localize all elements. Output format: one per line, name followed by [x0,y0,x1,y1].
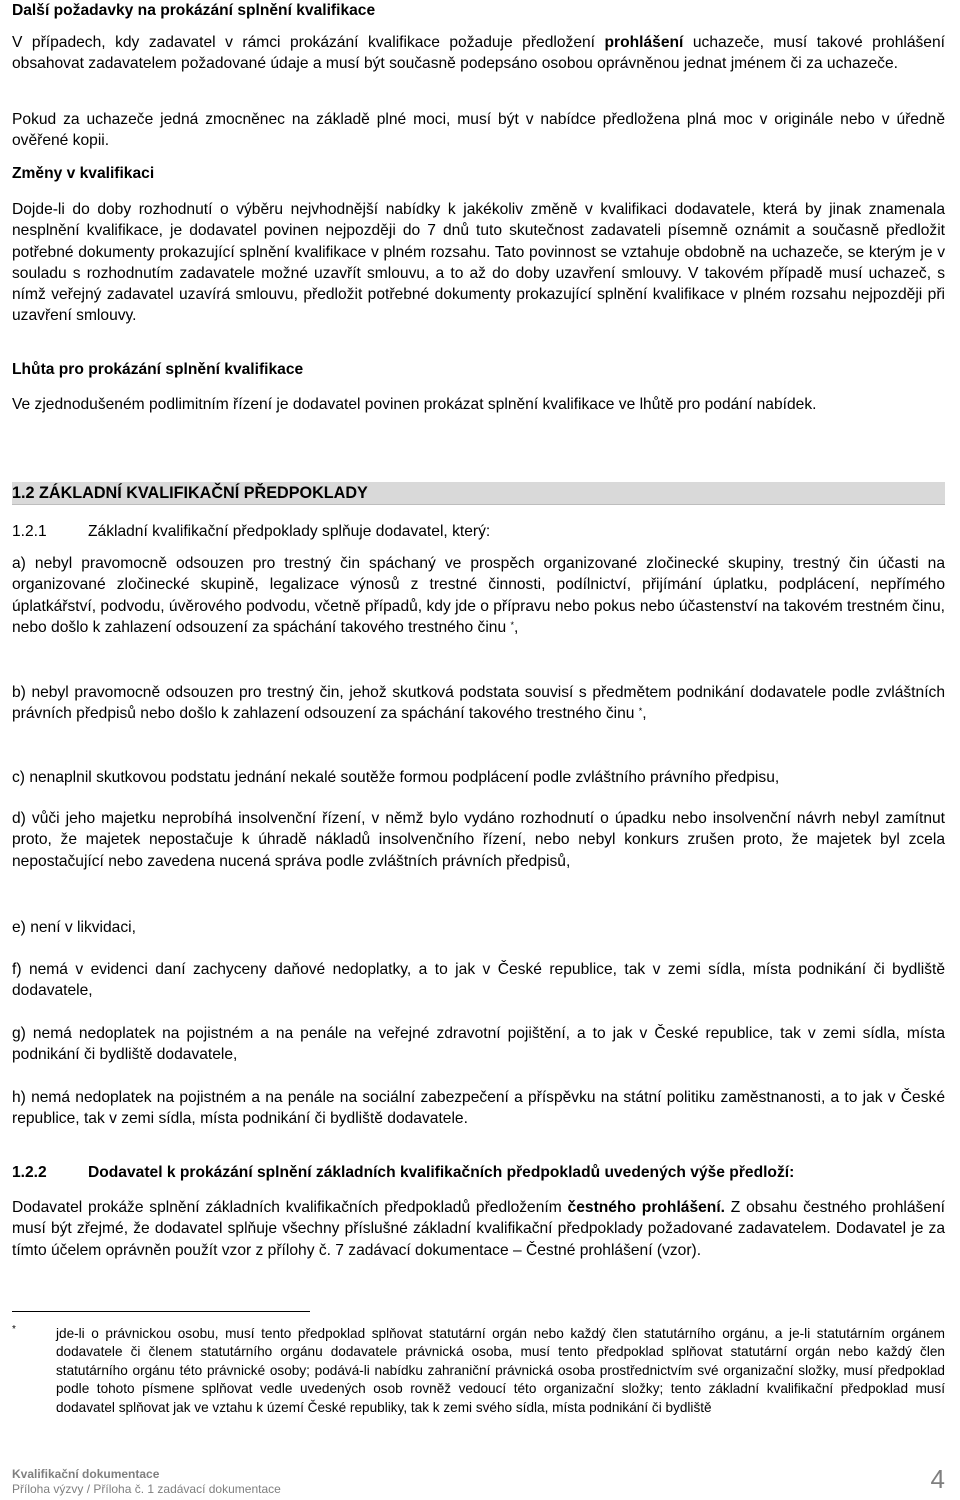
list-item-h: h) nemá nedoplatek na pojistném a na penále na sociální zabezpečení a příspěvku na státní politiku zaměstnanosti, a to jak v České republice, tak v zemi sídla, místa podnikání či bydliště dodavatele. [12,1089,945,1128]
subsection-number: 1.2.1 [12,523,47,540]
list-item-tail: , [642,705,647,723]
bold-term-prohlaseni: prohlášení [604,34,684,51]
list-item-f: f) nemá v evidenci daní zachyceny daňové nedoplatky, a to jak v České republice, tak v zemi sídla, místa podnikání či bydliště dodavatele, [12,961,945,1000]
heading-lhuta: Lhůta pro prokázání splnění kvalifikace [12,361,304,378]
footnote-text: jde-li o právnickou osobu, musí tento předpoklad splňovat statutární orgán nebo každý člen statutárního orgánu, a je-li statutárním orgánem dodavatele či členem statutárního orgánu dodavatele právnická osoba, musí tento předpoklad splňovat statutární orgán nebo každý člen statutárního orgánu této právnické osoby; podává-li nabídku zahraniční právnická osoba prostřednictvím své organizační složky, musí předpoklad podle tohoto písmene splňovat vedle uvedených osob rovněž vedoucí této organizační složky; tento základní kvalifikační předpoklad musí dodavatel splňovat jak ve vztahu k území České republiky, tak k zemi svého sídla, místa podnikání či bydliště [56,1326,945,1415]
paragraph-prohlaseni [12,32,945,75]
footnote-reference[interactable]: * [510,619,515,630]
list-item-a [12,553,945,638]
bold-term-cestne-prohlaseni: čestného prohlášení. [567,1199,725,1216]
subsection-number: 1.2.2 [12,1164,47,1181]
paragraph-plna-moc: Pokud za uchazeče jedná zmocněnec na základě plné moci, musí být v nabídce předložena plná moc v originále nebo v úředně ověřené kopii. [12,111,945,150]
text-run: Dodavatel prokáže splnění základních kvalifikačních předpokladů předložením [12,1199,568,1216]
footnote-marker: * [12,1324,16,1335]
list-item-e: e) není v likvidaci, [12,919,136,936]
heading-zmeny-v-kvalifikaci: Změny v kvalifikaci [12,165,155,182]
section-title-zakladni-predpoklady: 1.2 ZÁKLADNÍ KVALIFIKAČNÍ PŘEDPOKLADY [12,482,945,505]
subsection-1-2-1 [12,521,945,542]
paragraph-zmeny: Dojde-li do doby rozhodnutí o výběru nejvhodnější nabídky k jakékoliv změně v kvalifikaci dodavatele, která by jinak znamenala nesplnění kvalifikace, je dodavatel povinen nejpozději do 7 dnů tuto skutečnost zadavateli písemně oznámit a současně předložit potřebné dokumenty prokazující splnění kvalifikace v plném rozsahu. Tato povinnost se vztahuje obdobně na uchazeče, se kterým je v souladu s rozhodnutím zadavatele možné uzavřít smlouvu, a to až do doby uzavření smlouvy. V takovém případě musí uchazeč, s nímž veřejný zadavatel uzavírá smlouvu, předložit potřebné dokumenty prokazující splnění kvalifikace v plném rozsahu nejpozději při uzavření smlouvy. [12,201,945,325]
list-item-g: g) nemá nedoplatek na pojistném a na penále na veřejné zdravotní pojištění, a to jak v České republice, tak v zemi sídla, místa podnikání či bydliště dodavatele, [12,1025,945,1064]
footnote-reference[interactable]: * [638,706,643,717]
text-run: uchazeče, musí takové prohlášení obsahovat zadavatelem požadované údaje a musí být současně podepsáno osobou oprávněnou jednat jménem či za uchazeče. [12,34,945,73]
paragraph-cestne-prohlaseni [12,1197,945,1261]
list-item-c: c) nenaplnil skutkovou podstatu jednání nekalé soutěže formou podplácení podle zvláštního právního předpisu, [12,769,780,786]
heading-dalsi-pozadavky: Další požadavky na prokázání splnění kvalifikace [12,2,376,19]
text-run: Z obsahu čestného prohlášení musí být zřejmé, že dodavatel splňuje všechny příslušné základní kvalifikační předpoklady požadované zadavatelem. Dodavatel je za tímto účelem oprávněn použít vzor z přílohy č. 7 zadávací dokumentace – Čestné prohlášení (vzor). [12,1199,946,1259]
subsection-text: Základní kvalifikační předpoklady splňuje dodavatel, který: [88,523,491,540]
subsection-text: Dodavatel k prokázání splnění základních kvalifikačních předpokladů uvedených výše předloží: [88,1164,795,1181]
paragraph-lhuta: Ve zjednodušeném podlimitním řízení je dodavatel povinen prokázat splnění kvalifikace ve lhůtě pro podání nabídek. [12,396,817,413]
list-item-b [12,682,945,725]
list-item-text: b) nebyl pravomocně odsouzen pro trestný čin, jehož skutková podstata souvisí s předmětem podnikání dodavatele podle zvláštních právních předpisů nebo došlo k zahlazení odsouzení za spáchání takového trestného činu [12,684,945,723]
text-run: V případech, kdy zadavatel v rámci prokázání kvalifikace požaduje předložení [12,34,605,51]
footer-subtitle: Příloha výzvy / Příloha č. 1 zadávací dokumentace [12,1482,281,1496]
list-item-text: a) nebyl pravomocně odsouzen pro trestný čin spáchaný ve prospěch organizované zločinecké skupiny, trestný čin účasti na organizované zločinecké skupině, legalizace výnosů z trestné činnosti, podílnictví, přijímání úplatku, podplácení, nepřímého úplatkářství, podvodu, úvěrového podvodu, včetně případů, kdy jde o přípravu nebo pokus nebo účastenství na takovém trestném činu, nebo došlo k zahlazení odsouzení za spáchání takového trestného činu [12,555,945,636]
list-item-d: d) vůči jeho majetku neprobíhá insolvenční řízení, v němž bylo vydáno rozhodnutí o úpadku nebo insolvenční návrh nebyl zamítnut proto, že majetek nepostačuje k úhradě nákladů insolvenčního řízení, nebo nebyl konkurs zrušen proto, že majetek byl zcela nepostačující nebo zavedena nucená správa podle zvláštních právních předpisů, [12,810,945,870]
footer-title: Kvalifikační dokumentace [12,1467,160,1481]
page-number: 4 [930,1464,945,1494]
footnote-separator [12,1311,310,1312]
list-item-tail: , [514,618,519,636]
subsection-1-2-2 [12,1162,945,1183]
footnote [12,1325,945,1417]
